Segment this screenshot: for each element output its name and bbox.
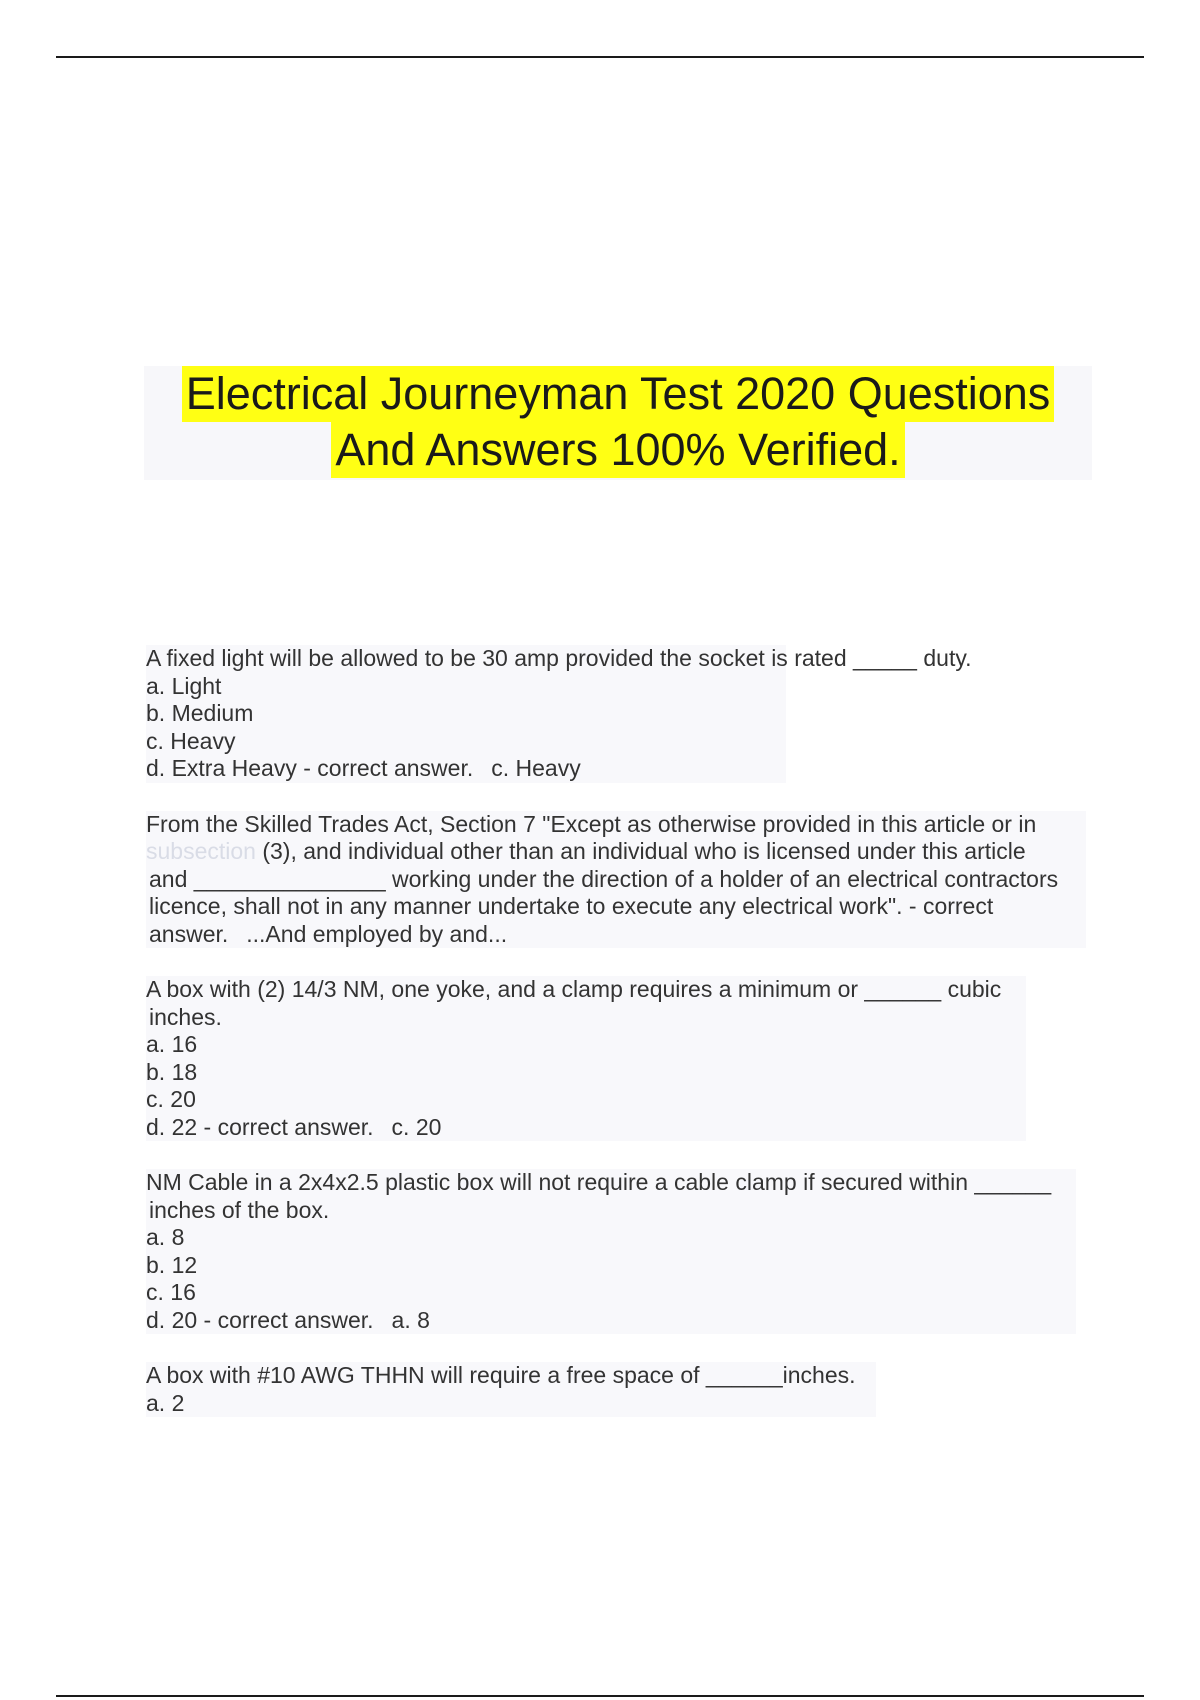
title-line-1: Electrical Journeyman Test 2020 Questions <box>182 366 1055 422</box>
question-2-line-3: and _______________ working under the direction of a holder of an electrical contractors <box>149 865 1059 892</box>
question-2-answer: ...And employed by and... <box>246 920 508 947</box>
question-2-answer-label: answer. <box>149 920 229 947</box>
question-4-stem-cont: inches of the box. <box>149 1196 330 1223</box>
question-1-stem: A fixed light will be allowed to be 30 amp provided the socket is rated _____ duty. <box>146 645 972 671</box>
question-list <box>146 645 1096 1445</box>
bottom-rule <box>56 1695 1144 1697</box>
question-4-answer-line <box>146 1307 1076 1335</box>
question-2-line-1: From the Skilled Trades Act, Section 7 "Except as otherwise provided in this article or in <box>146 810 1037 837</box>
question-4-option-a: a. 8 <box>146 1224 185 1250</box>
question-4-stem: NM Cable in a 2x4x2.5 plastic box will not require a cable clamp if secured within ______ <box>146 1169 1052 1195</box>
question-3 <box>146 976 1026 1141</box>
question-1 <box>146 645 972 783</box>
question-3-answer: c. 20 <box>391 1113 442 1140</box>
question-1-option-c: c. Heavy <box>146 727 236 754</box>
question-1-option-b: b. Medium <box>146 700 254 726</box>
question-2-faint-word: subsection <box>146 838 256 864</box>
question-4 <box>146 1169 1076 1334</box>
question-3-option-a: a. 16 <box>146 1031 198 1057</box>
question-5-stem: A box with #10 AWG THHN will require a free space of ______inches. <box>146 1362 856 1388</box>
question-2-line-2 <box>146 838 1086 866</box>
question-1-answer: c. Heavy <box>491 755 581 781</box>
question-3-stem-cont: inches. <box>149 1003 222 1030</box>
question-1-answer-line <box>146 755 786 783</box>
title-line-2: And Answers 100% Verified. <box>331 422 904 478</box>
question-3-option-b: b. 18 <box>146 1058 198 1085</box>
question-4-answer: a. 8 <box>391 1306 430 1333</box>
top-rule <box>56 56 1144 58</box>
question-3-stem: A box with (2) 14/3 NM, one yoke, and a clamp requires a minimum or ______ cubic <box>146 976 1002 1002</box>
question-1-option-a: a. Light <box>146 672 222 699</box>
question-5-option-a: a. 2 <box>146 1389 185 1416</box>
question-5 <box>146 1362 876 1417</box>
question-4-option-c: c. 16 <box>146 1279 196 1305</box>
question-2 <box>146 811 1086 949</box>
question-3-option-c: c. 20 <box>146 1086 196 1112</box>
question-2-line-2-text: (3), and individual other than an individual who is licensed under this article <box>262 838 1026 864</box>
question-4-option-d: d. 20 - correct answer. <box>146 1306 374 1333</box>
question-2-line-4: licence, shall not in any manner undertake to execute any electrical work". - correct <box>149 893 994 919</box>
question-3-option-d: d. 22 - correct answer. <box>146 1113 374 1140</box>
question-1-option-d: d. Extra Heavy - correct answer. <box>146 755 474 781</box>
question-3-answer-line <box>146 1114 1026 1142</box>
question-2-answer-line <box>146 921 1086 949</box>
question-4-option-b: b. 12 <box>146 1251 198 1278</box>
document-title <box>144 366 1092 480</box>
